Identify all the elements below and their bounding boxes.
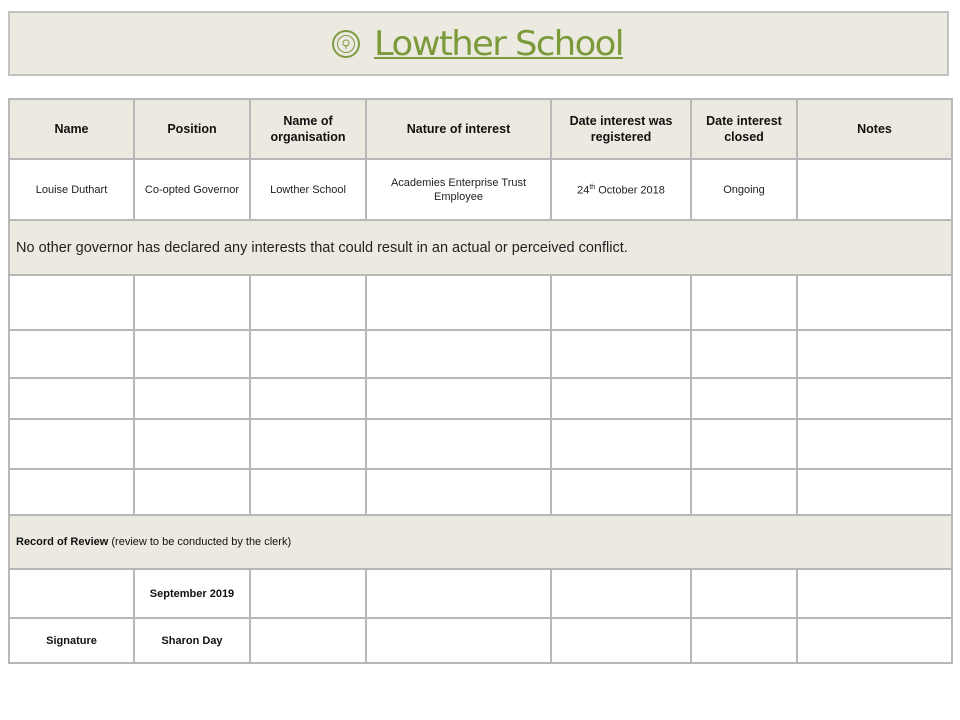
school-seal-icon <box>332 30 360 58</box>
column-header-name: Name <box>9 99 134 159</box>
column-header-date-closed: Date interest closed <box>691 99 797 159</box>
register-of-interests-table <box>8 98 953 664</box>
table-row <box>9 275 952 330</box>
signature-row <box>9 618 952 663</box>
cell-date-registered: 24th October 2018 <box>551 159 691 220</box>
cell-nature: Academies Enterprise Trust Employee <box>366 159 551 220</box>
school-logo <box>332 24 623 64</box>
table-row <box>9 419 952 469</box>
column-header-date-registered: Date interest was registered <box>551 99 691 159</box>
record-of-review-row <box>9 515 952 569</box>
cell-organisation: Lowther School <box>250 159 366 220</box>
table-row <box>9 330 952 378</box>
cell-date-closed: Ongoing <box>691 159 797 220</box>
cell-name: Louise Duthart <box>9 159 134 220</box>
cell-notes <box>797 159 952 220</box>
declaration-row <box>9 220 952 275</box>
declaration-text: No other governor has declared any interests that could result in an actual or perceived conflict. <box>9 220 952 275</box>
school-name: Lowther School <box>374 24 623 64</box>
signatory-name: Sharon Day <box>134 618 250 663</box>
review-date-row <box>9 569 952 618</box>
column-header-organisation: Name of organisation <box>250 99 366 159</box>
record-of-review-heading: Record of Review (review to be conducted by the clerk) <box>9 515 952 569</box>
document-header <box>8 11 949 76</box>
column-header-notes: Notes <box>797 99 952 159</box>
column-header-nature: Nature of interest <box>366 99 551 159</box>
column-header-position: Position <box>134 99 250 159</box>
signature-label: Signature <box>9 618 134 663</box>
review-date: September 2019 <box>134 569 250 618</box>
table-row <box>9 159 952 220</box>
cell-position: Co-opted Governor <box>134 159 250 220</box>
table-row <box>9 469 952 515</box>
table-row <box>9 378 952 419</box>
table-header-row <box>9 99 952 159</box>
